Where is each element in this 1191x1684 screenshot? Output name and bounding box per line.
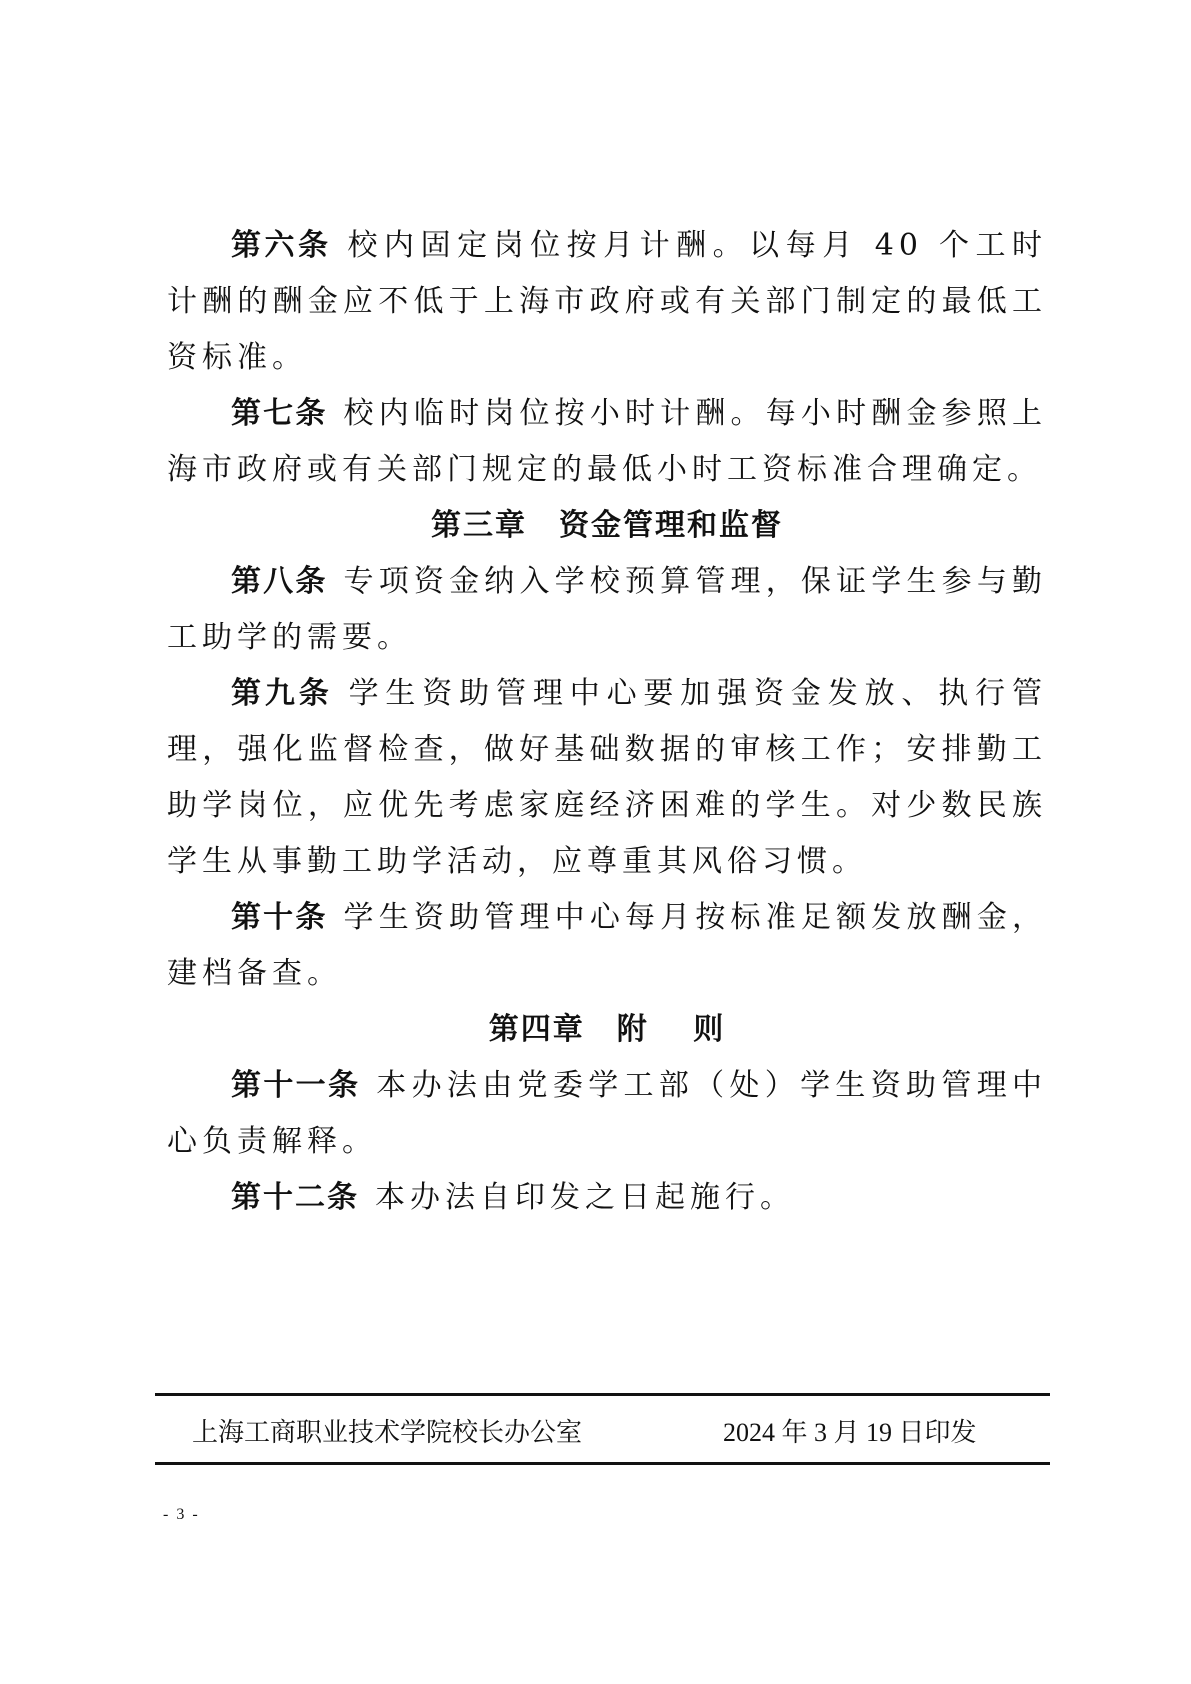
article-10: [167, 890, 1047, 1002]
article-label: 第七条: [231, 396, 328, 431]
article-12: [167, 1170, 1047, 1226]
issuer-name: 上海工商职业技术学院校长办公室: [192, 1418, 583, 1447]
document-body: [167, 218, 1047, 1226]
article-label: 第六条: [231, 228, 332, 263]
article-label: 第八条: [231, 564, 328, 599]
article-text: 本办法自印发之日起施行。: [375, 1180, 795, 1215]
article-text: 学生资助管理中心要加强资金发放、执行管理，强化监督检查，做好基础数据的审核工作；安排勤工助学岗位，应优先考虑家庭经济困难的学生。对少数民族学生从事勤工助学活动，应尊重其风俗习惯。: [167, 676, 1048, 879]
article-11: [167, 1058, 1047, 1170]
article-label: 第九条: [231, 676, 333, 711]
article-text: 本办法由党委学工部（处）学生资助管理中心负责解释。: [167, 1068, 1048, 1159]
article-text: 校内固定岗位按月计酬。以每月 40 个工时计酬的酬金应不低于上海市政府或有关部门制定的最低工资标准。: [167, 228, 1048, 375]
issuance-footer: [155, 1393, 1050, 1465]
article-label: 第十条: [231, 900, 328, 935]
article-6: [167, 218, 1047, 386]
chapter-3-heading: 第三章 资金管理和监督: [431, 508, 783, 543]
page-number: - 3 -: [163, 1506, 200, 1523]
article-8: [167, 554, 1047, 666]
chapter-4-heading: 第四章 附 则: [488, 1012, 726, 1047]
article-label: 第十二条: [231, 1180, 359, 1215]
article-9: [167, 666, 1047, 890]
article-text: 学生资助管理中心每月按标准足额发放酬金，建档备查。: [167, 900, 1048, 991]
article-label: 第十一条: [231, 1068, 361, 1103]
issue-date: 2024 年 3 月 19 日印发: [723, 1418, 977, 1447]
article-7: [167, 386, 1047, 498]
footer-row: [155, 1396, 1050, 1462]
footer-bottom-rule: [155, 1462, 1050, 1465]
article-text: 校内临时岗位按小时计酬。每小时酬金参照上海市政府或有关部门规定的最低小时工资标准合理确定。: [167, 396, 1048, 487]
article-text: 专项资金纳入学校预算管理，保证学生参与勤工助学的需要。: [167, 564, 1048, 655]
